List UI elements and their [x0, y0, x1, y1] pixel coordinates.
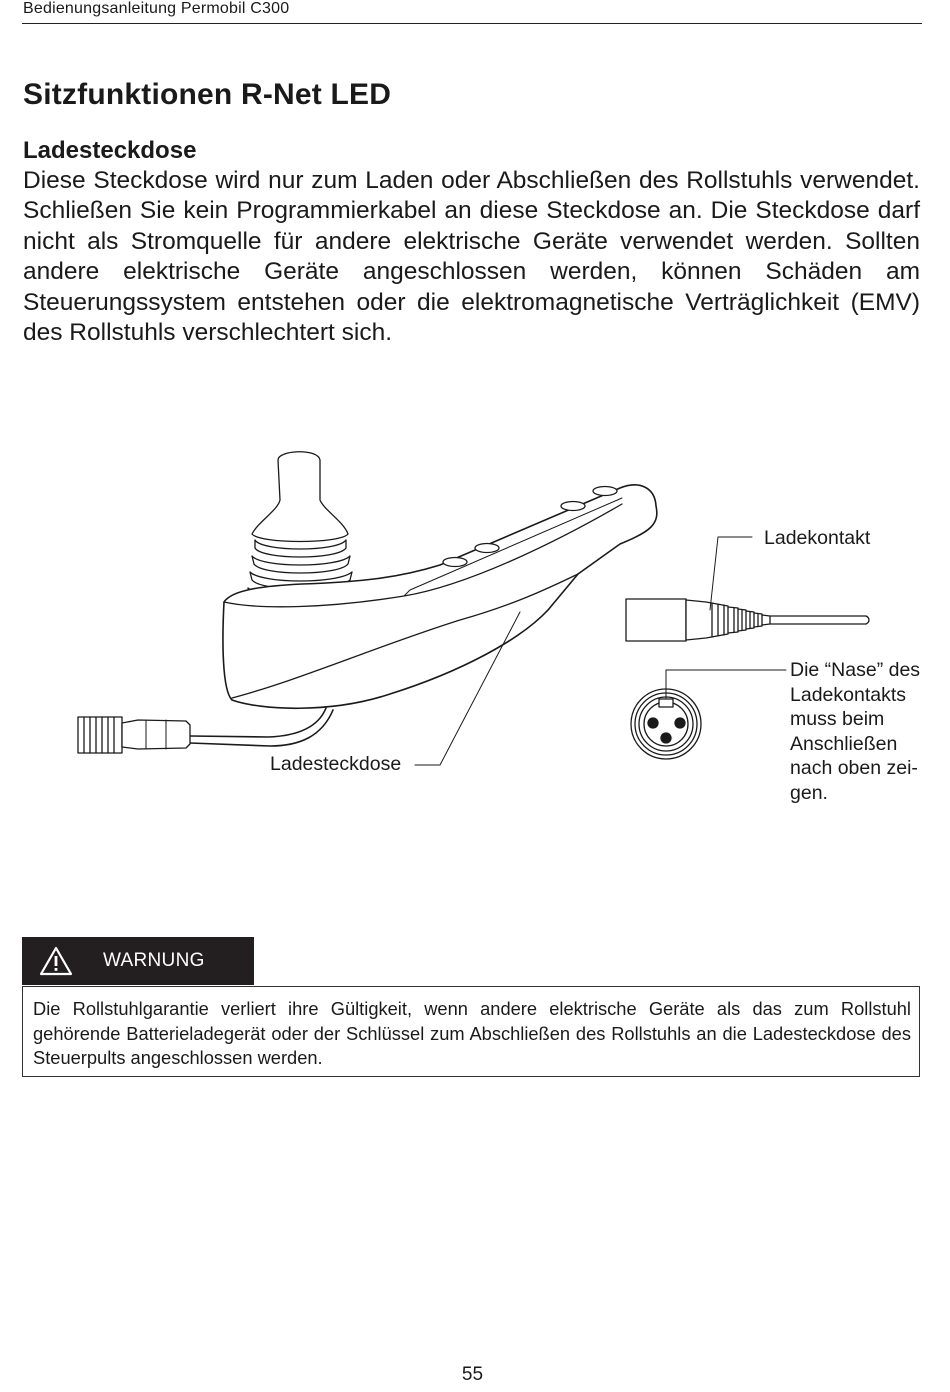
- warning-triangle-icon: [39, 946, 73, 976]
- warning-text: Die Rollstuhlgarantie verliert ihre Gültigkeit, wenn andere elektrische Geräte als das zum Rollstuhl gehörende Batterieladegerät oder der Schlüssel zum Abschließen des Rollstuhls an die Ladesteckdose des Steuerpults angeschlossen werden.: [33, 998, 911, 1069]
- body-paragraph: Diese Steckdose wird nur zum Laden oder Abschließen des Rollstuhls verwendet. Schließen Sie kein Programmierkabel an diese Steckdose an. Die Steckdose darf nicht als Stromquelle für andere elektrische Geräte verwendet werden. Sollten andere elektrische Geräte angeschlossen werden, können Schäden am Steuerungssystem entstehen oder die elektromagnetische Verträglichkeit (EMV) des Rollstuhls verschlechtert sich.: [23, 167, 920, 347]
- warning-header: [22, 937, 254, 985]
- nose-note-line: Die “Nase” des: [790, 659, 921, 681]
- nose-note-line: gen.: [790, 781, 828, 804]
- page-number: 55: [461, 1364, 484, 1385]
- label-ladesteckdose: Ladesteckdose: [270, 753, 402, 775]
- plug-leader: [710, 537, 752, 610]
- nose-note-line: nach oben zei-: [790, 757, 918, 779]
- section-subtitle: Ladesteckdose: [23, 137, 197, 164]
- page-title: Sitzfunktionen R-Net LED: [23, 78, 392, 111]
- plug-face: [631, 689, 701, 759]
- label-ladekontakt: Ladekontakt: [764, 527, 871, 549]
- nose-note-line: Anschließen: [790, 732, 898, 755]
- nose-note-line: muss beim: [790, 708, 885, 730]
- nose-note-line: Ladekontakts: [790, 683, 907, 706]
- label-nose-note: [790, 658, 920, 805]
- running-header: Bedienungsanleitung Permobil C300: [23, 0, 290, 17]
- warning-box: [22, 986, 920, 1077]
- figure-joystick-charging: [0, 440, 950, 820]
- cable-connector-left: [78, 717, 190, 753]
- header-rule: [22, 23, 922, 24]
- charging-plug: [626, 599, 869, 641]
- warning-title: WARNUNG: [103, 950, 205, 971]
